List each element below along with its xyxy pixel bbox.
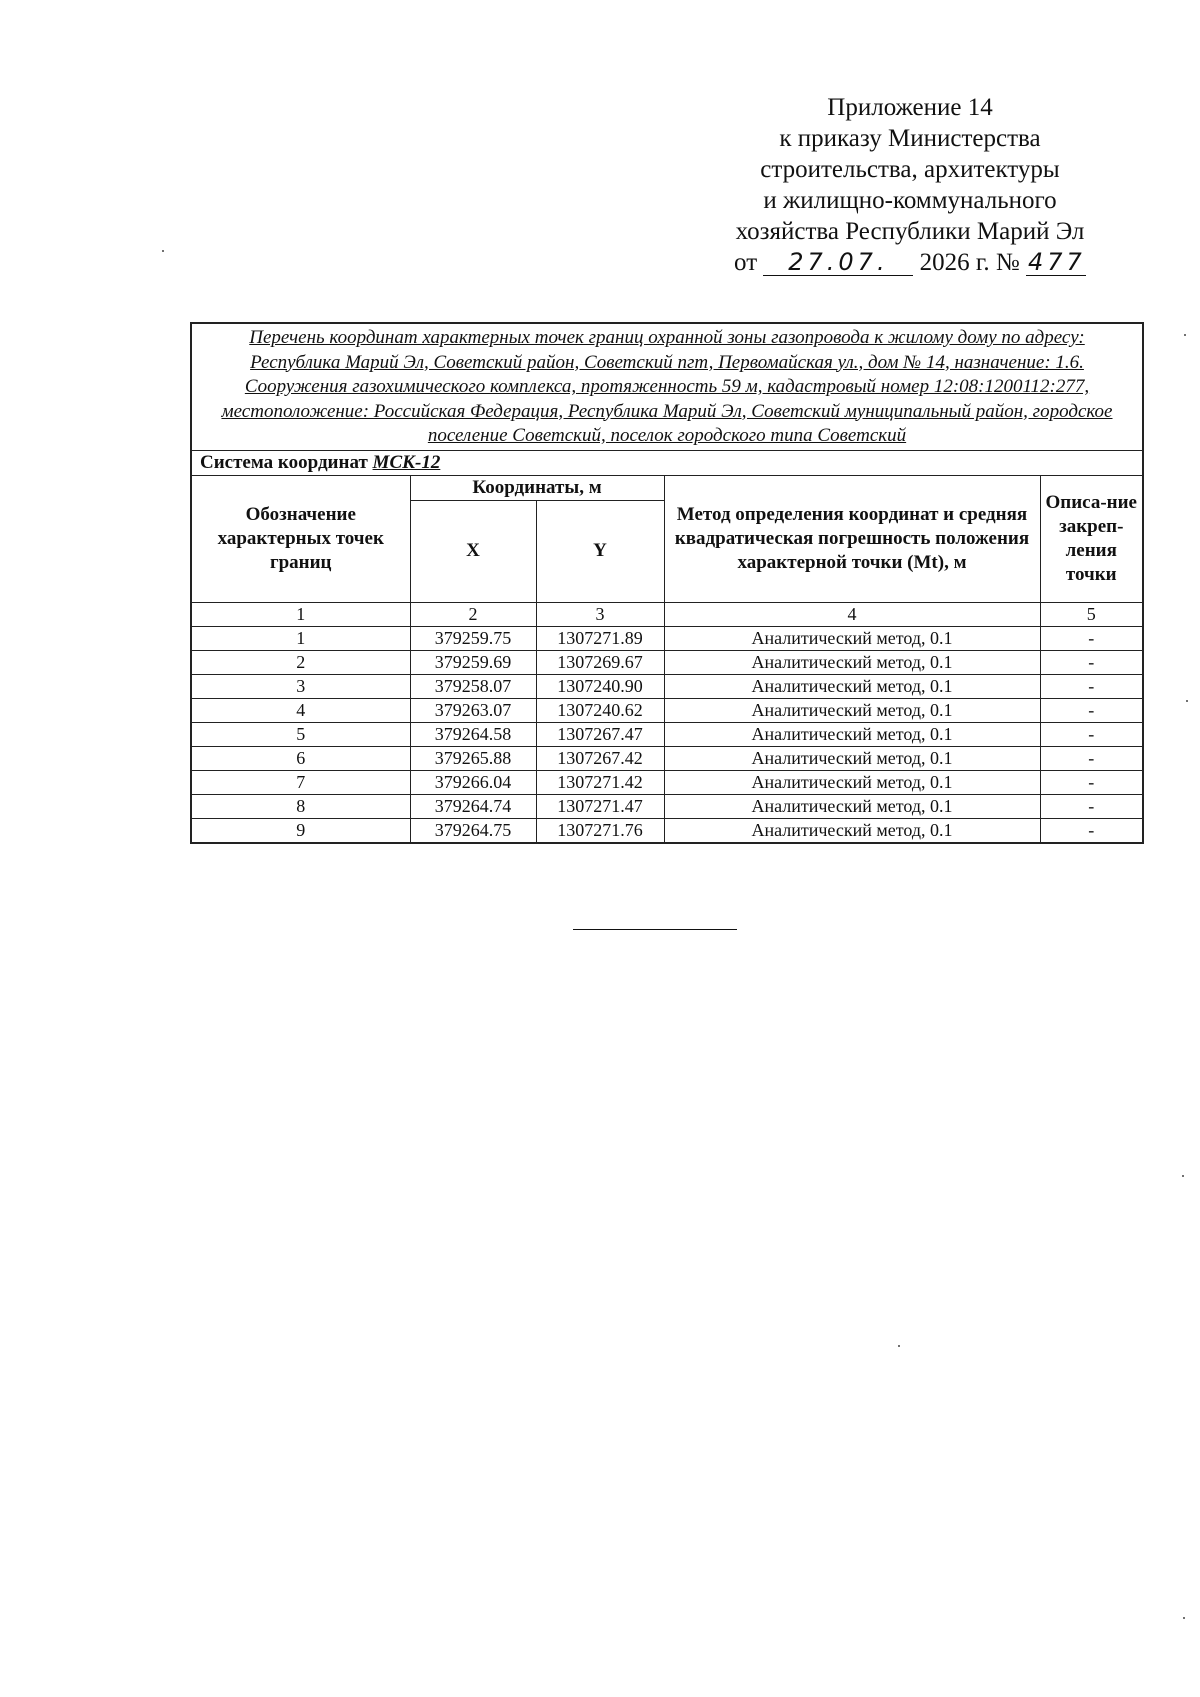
year-text: 2026 г. № bbox=[919, 249, 1020, 276]
cell-y: 1307271.42 bbox=[536, 770, 664, 794]
scan-speck bbox=[898, 1345, 900, 1347]
closing-rule bbox=[573, 929, 737, 930]
cell-y: 1307267.42 bbox=[536, 746, 664, 770]
scan-speck bbox=[162, 250, 164, 252]
cell-x: 379265.88 bbox=[410, 746, 536, 770]
coordinate-system-value: МСК-12 bbox=[372, 451, 441, 473]
column-number: 4 bbox=[664, 602, 1040, 626]
scan-speck bbox=[1182, 1175, 1184, 1177]
cell-method: Аналитический метод, 0.1 bbox=[664, 818, 1040, 842]
cell-point: 7 bbox=[192, 770, 410, 794]
cell-point: 5 bbox=[192, 722, 410, 746]
cell-method: Аналитический метод, 0.1 bbox=[664, 650, 1040, 674]
header-x: X bbox=[410, 500, 536, 602]
cell-y: 1307269.67 bbox=[536, 650, 664, 674]
appendix-ministry-line-3: хозяйства Республики Марий Эл bbox=[735, 218, 1085, 245]
coordinates-table bbox=[192, 476, 1142, 842]
cell-x: 379259.69 bbox=[410, 650, 536, 674]
cell-y: 1307240.90 bbox=[536, 674, 664, 698]
scan-speck bbox=[1186, 700, 1188, 702]
cell-desc: - bbox=[1040, 650, 1142, 674]
cell-x: 379263.07 bbox=[410, 698, 536, 722]
cell-method: Аналитический метод, 0.1 bbox=[664, 674, 1040, 698]
column-number: 2 bbox=[410, 602, 536, 626]
column-number: 3 bbox=[536, 602, 664, 626]
column-number: 5 bbox=[1040, 602, 1142, 626]
appendix-block bbox=[690, 92, 1130, 278]
cell-desc: - bbox=[1040, 722, 1142, 746]
table-row bbox=[192, 650, 1142, 674]
cell-point: 9 bbox=[192, 818, 410, 842]
coordinates-sheet bbox=[190, 322, 1144, 844]
cell-x: 379264.75 bbox=[410, 818, 536, 842]
handwritten-order-number: 477 bbox=[1027, 248, 1086, 276]
cell-y: 1307240.62 bbox=[536, 698, 664, 722]
handwritten-date: 27.07. bbox=[763, 249, 913, 276]
cell-desc: - bbox=[1040, 698, 1142, 722]
coordinate-system-label: Система координат bbox=[200, 451, 368, 473]
cell-method: Аналитический метод, 0.1 bbox=[664, 722, 1040, 746]
appendix-date-line bbox=[690, 247, 1130, 278]
column-number: 1 bbox=[192, 602, 410, 626]
cell-y: 1307271.76 bbox=[536, 818, 664, 842]
table-row bbox=[192, 794, 1142, 818]
table-row bbox=[192, 626, 1142, 650]
cell-x: 379266.04 bbox=[410, 770, 536, 794]
coordinate-system-row bbox=[192, 451, 1142, 476]
cell-desc: - bbox=[1040, 626, 1142, 650]
header-coordinates: Координаты, м bbox=[410, 476, 664, 501]
appendix-title: Приложение 14 bbox=[827, 94, 993, 121]
cell-x: 379264.58 bbox=[410, 722, 536, 746]
table-row bbox=[192, 746, 1142, 770]
cell-x: 379259.75 bbox=[410, 626, 536, 650]
cell-point: 3 bbox=[192, 674, 410, 698]
scan-speck bbox=[1183, 1617, 1185, 1619]
column-numbers-row bbox=[192, 602, 1142, 626]
header-point: Обозначение характерных точек границ bbox=[192, 476, 410, 603]
cell-point: 1 bbox=[192, 626, 410, 650]
cell-point: 4 bbox=[192, 698, 410, 722]
scan-speck bbox=[1184, 334, 1186, 336]
cell-x: 379264.74 bbox=[410, 794, 536, 818]
appendix-ministry-line-1: строительства, архитектуры bbox=[760, 156, 1060, 183]
appendix-order-line: к приказу Министерства bbox=[779, 125, 1041, 152]
cell-y: 1307271.47 bbox=[536, 794, 664, 818]
date-prefix: от bbox=[734, 249, 758, 276]
cell-method: Аналитический метод, 0.1 bbox=[664, 698, 1040, 722]
table-row bbox=[192, 770, 1142, 794]
cell-desc: - bbox=[1040, 746, 1142, 770]
table-row bbox=[192, 674, 1142, 698]
cell-y: 1307271.89 bbox=[536, 626, 664, 650]
cell-desc: - bbox=[1040, 770, 1142, 794]
cell-point: 2 bbox=[192, 650, 410, 674]
cell-desc: - bbox=[1040, 794, 1142, 818]
header-y: Y bbox=[536, 500, 664, 602]
cell-desc: - bbox=[1040, 818, 1142, 842]
table-row bbox=[192, 818, 1142, 842]
cell-point: 8 bbox=[192, 794, 410, 818]
header-method: Метод определения координат и средняя квадратическая погрешность положения характерной точки (Mt), м bbox=[664, 476, 1040, 603]
cell-y: 1307267.47 bbox=[536, 722, 664, 746]
appendix-ministry-line-2: и жилищно-коммунального bbox=[763, 187, 1057, 214]
cell-method: Аналитический метод, 0.1 bbox=[664, 794, 1040, 818]
cell-desc: - bbox=[1040, 674, 1142, 698]
cell-method: Аналитический метод, 0.1 bbox=[664, 626, 1040, 650]
table-row bbox=[192, 722, 1142, 746]
cell-method: Аналитический метод, 0.1 bbox=[664, 770, 1040, 794]
table-heading: Перечень координат характерных точек границ охранной зоны газопровода к жилому дому по адресу: Республика Марий Эл, Советский район, Советский пгт, Первомайская ул., дом № 14, назначение: 1.6. Сооружения газохимического комплекса, протяженность 59 м, кадастровый номер 12:08:1200112:277, местоположение: Российская Федерация, Республика Марий Эл, Советский муниципальный район, городское поселение Советский, поселок городского типа Советский bbox=[192, 324, 1142, 451]
header-description: Описа-ние закреп-ления точки bbox=[1040, 476, 1142, 603]
cell-method: Аналитический метод, 0.1 bbox=[664, 746, 1040, 770]
cell-point: 6 bbox=[192, 746, 410, 770]
cell-x: 379258.07 bbox=[410, 674, 536, 698]
table-row bbox=[192, 698, 1142, 722]
